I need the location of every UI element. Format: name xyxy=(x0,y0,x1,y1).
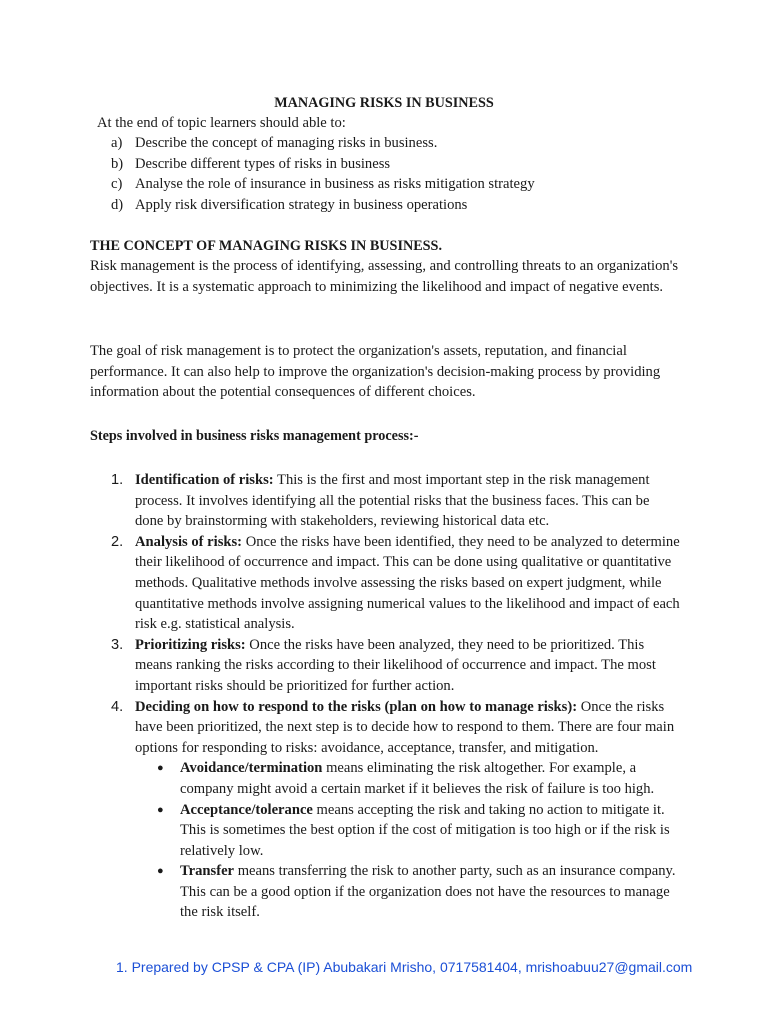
list-item xyxy=(111,195,535,216)
option-item xyxy=(135,758,680,799)
objective-marker: d) xyxy=(111,196,124,213)
step-item xyxy=(0,635,680,697)
objective-text: Describe the concept of managing risks in business. xyxy=(135,135,438,151)
list-item xyxy=(111,174,535,195)
step-text: Once the risks have been analyzed, they need to be prioritized. This means ranking the risks according to their likelihood of occurrence and impact. The most important risks should be prioritized for further action. xyxy=(135,636,656,694)
option-item xyxy=(135,800,680,862)
option-term: Transfer xyxy=(180,863,235,880)
step-number: 4. xyxy=(111,698,124,715)
objective-marker: b) xyxy=(111,155,124,172)
bullet-icon: ● xyxy=(157,865,164,878)
steps-list xyxy=(0,470,768,923)
objective-marker: c) xyxy=(111,176,123,193)
paragraph-definition: Risk management is the process of identifying, assessing, and controlling threats to an organization's objectives. It is a systematic approach to minimizing the likelihood and impact of negative events. xyxy=(90,258,679,295)
step-number: 2. xyxy=(111,533,124,550)
option-term: Avoidance/termination xyxy=(180,760,323,777)
intro-text: At the end of topic learners should able to: xyxy=(97,115,346,131)
step-item xyxy=(0,532,680,635)
step-item xyxy=(0,470,680,532)
objectives-list xyxy=(111,133,535,215)
option-item xyxy=(135,861,680,923)
response-options-list xyxy=(135,758,680,923)
option-term: Acceptance/tolerance xyxy=(180,801,313,818)
step-number: 3. xyxy=(111,636,124,653)
step-term: Deciding on how to respond to the risks (plan on how to manage risks): xyxy=(135,698,578,715)
step-text: Once the risks have been prioritized, the next step is to decide how to respond to them. There are four main options for responding to risks: avoidance, acceptance, transfer, and mitigation. xyxy=(135,698,675,756)
objective-marker: a) xyxy=(111,135,123,151)
step-term: Prioritizing risks: xyxy=(135,636,246,653)
objective-text: Apply risk diversification strategy in business operations xyxy=(135,196,468,213)
option-text: means accepting the risk and taking no action to mitigate it. This is sometimes the best option if the cost of mitigation is too high or if the risk is relatively low. xyxy=(180,801,670,859)
section-heading: THE CONCEPT OF MANAGING RISKS IN BUSINESS. xyxy=(90,238,442,254)
step-text: This is the first and most important step in the risk management process. It involves identifying all the potential risks that the business faces. This can be done by brainstorming with stakeholders, reviewing historical data etc. xyxy=(135,472,650,530)
page-title: MANAGING RISKS IN BUSINESS xyxy=(274,95,494,111)
option-text: means transferring the risk to another party, such as an insurance company. This can be a good option if the organization does not have the resources to manage the risk itself. xyxy=(180,863,676,921)
objective-text: Describe different types of risks in business xyxy=(135,155,391,172)
step-number: 1. xyxy=(111,472,124,488)
bullet-icon: ● xyxy=(157,762,164,775)
list-item xyxy=(111,154,535,175)
objective-text: Analyse the role of insurance in business as risks mitigation strategy xyxy=(135,176,535,193)
step-term: Identification of risks: xyxy=(135,472,274,488)
list-item xyxy=(111,133,535,154)
option-text: means eliminating the risk altogether. For example, a company might avoid a certain market if it believes the risk of failure is too high. xyxy=(180,760,655,797)
step-text: Once the risks have been identified, they need to be analyzed to determine their likelihood of occurrence and impact. This can be done using qualitative or quantitative methods. Qualitative methods involve assessing the risks based on expert judgment, while quantitative methods involve assigning numerical values to the likelihood and impact of each risk e.g. statistical analysis. xyxy=(135,533,680,633)
paragraph-goal: The goal of risk management is to protect the organization's assets, reputation, and financial performance. It can also help to improve the organization's decision-making process by providing information about the potential consequences of different choices. xyxy=(90,343,661,401)
page-footer: 1. Prepared by CPSP & CPA (IP) Abubakari Mrisho, 0717581404, mrishoabuu27@gmail.com xyxy=(116,959,693,975)
bullet-icon: ● xyxy=(157,803,164,816)
step-term: Analysis of risks: xyxy=(135,533,243,550)
steps-heading: Steps involved in business risks management process:- xyxy=(90,428,419,444)
step-item xyxy=(0,697,680,924)
